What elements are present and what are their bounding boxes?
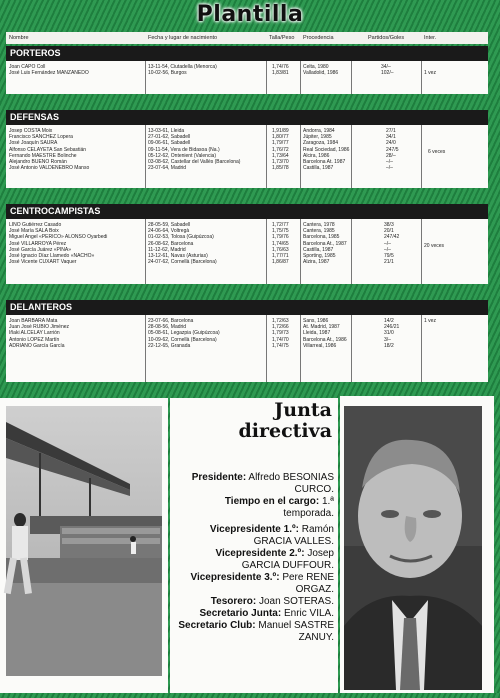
col-fecha: Fecha y lugar de nacimiento — [148, 35, 218, 41]
junta-vp3: Vicepresidente 3.º: Pere RENE ORGAZ. — [190, 572, 334, 595]
junta-title: Junta directiva — [238, 399, 332, 442]
junta-vp2: Vicepresidente 2.º: Josep GARCIA DUFFOUR. — [215, 548, 334, 571]
matches-col: 34/– 102/– — [381, 64, 394, 77]
inter-col: 1 vez — [424, 70, 436, 76]
section-rows — [6, 61, 488, 94]
matches-col: 38/3 20/1 247/42 –/– –/– 79/5 21/1 — [384, 222, 400, 266]
inter-col: 20 veces — [424, 243, 445, 249]
section-delanteros — [6, 300, 488, 382]
origin-col: Andorra, 1984 Júpiter, 1985 Zaragoza, 1984 Real Sociedad, 1986 Alcira, 1986 Barcelona At. 1987 Castilla, 1987 — [303, 128, 350, 172]
section-centrocampistas — [6, 204, 488, 284]
height-col: 1,72/77 1,75/75 1,79/76 1,74/65 1,76/63 1,77/71 1,86/87 — [272, 222, 289, 266]
column-header-row — [6, 32, 488, 44]
birth-col: 28-05-59, Sabadell 24-06-64, Voltregà 01-02-53, Tolosa (Guipúzcoa) 26-08-62, Barcelona 11-12-62, Madrid 13-12-61, Navas (Asturias) 24-07-62, Cornellà (Barcelona) — [148, 222, 217, 266]
height-col: 1,91/89 1,80/77 1,79/77 1,76/72 1,73/64 1,73/70 1,85/78 — [272, 128, 289, 172]
origin-col: Cantera, 1978 Cantera, 1985 Barcelona, 1985 Barcelona At., 1987 Castilla, 1987 Sporting, 1985 Alzira, 1987 — [303, 222, 347, 266]
section-header: PORTEROS — [6, 46, 488, 61]
page-title: Plantilla — [196, 2, 304, 27]
col-partidos: Partidos/Goles — [368, 35, 405, 41]
junta-list — [176, 472, 334, 644]
inter-col: 6 veces — [428, 149, 446, 155]
height-col: 1,74/76 1,83/81 — [272, 64, 289, 77]
origin-col: Celta, 1980 Valladolid, 1986 — [303, 64, 339, 77]
junta-tesorero: Tesorero: Joan SOTERAS. — [210, 596, 334, 607]
section-header: DELANTEROS — [6, 300, 488, 315]
names-col: LINO Gutiérrez Casado José María SALA Boix Miguel Angel «PERICO» ALONSO Oyarbedi José VILLARROYA Pérez José García Juárez «PINA» José Ignacio Díaz Llamedo «NACHO» José Vicente CUXART Vaquer — [9, 222, 108, 266]
col-talla: Talla/Peso — [269, 35, 295, 41]
section-header: CENTROCAMPISTAS — [6, 204, 488, 219]
height-col: 1,72/63 1,72/66 1,79/73 1,74/70 1,74/75 — [272, 318, 289, 349]
names-col: Joan BARBARA Mata Juan José RUBIO Jiménez Iñaki ALCELAY Larrión Antonio LOPEZ Martín ADRIANO García García — [9, 318, 70, 349]
junta-secretario-club: Secretario Club: Manuel SASTRE ZANUY. — [178, 620, 334, 643]
junta-presidente: Presidente: Alfredo BESONIAS CURCO. — [191, 472, 334, 495]
matches-col: 14/2 246/21 31/0 3/– 18/2 — [384, 318, 400, 349]
portrait-illustration — [340, 396, 494, 693]
section-header: DEFENSAS — [6, 110, 488, 125]
junta-vp1: Vicepresidente 1.º: Ramón GRACIA VALLES. — [209, 524, 334, 547]
col-nombre: Nombre — [9, 35, 29, 41]
stadium-illustration — [0, 398, 168, 693]
junta-secretario-junta: Secretario Junta: Enric VILA. — [199, 608, 334, 619]
inter-col: 1 vez — [424, 318, 436, 324]
names-col: Joan CAPO Coll José Luis Fernández MANZANEDO — [9, 64, 89, 77]
birth-col: 23-07-66, Barcelona 28-08-56, Madrid 05-08-61, Legazpia (Guipúzcoa) 10-09-62, Cornellà (Barcelona) 22-12-65, Granada — [148, 318, 220, 349]
section-porteros — [6, 46, 488, 94]
col-procedencia: Procedencia — [303, 35, 334, 41]
section-rows — [6, 315, 488, 382]
birth-col: 13-11-54, Ciutadella (Menorca) 10-02-56, Burgos — [148, 64, 217, 77]
section-rows — [6, 125, 488, 188]
junta-tiempo: Tiempo en el cargo: 1.ª temporada. — [224, 496, 334, 519]
matches-col: 27/1 34/1 24/0 247/5 28/– –/– –/– — [386, 128, 399, 172]
origin-col: Sans, 1986 At. Madrid, 1987 Lleida, 1987 Barcelona At., 1986 Villarreal, 1986 — [303, 318, 347, 349]
birth-col: 13-03-61, Lleida 27-01-62, Sabadell 09-06-61, Sabadell 09-11-54, Vera de Bidasoa (Na.) 05-12-62, Ontenient (Valencia) 03-08-62, Castellar del Vallès (Barcelona) 23-07-64, Madrid — [148, 128, 241, 172]
president-portrait — [340, 396, 494, 693]
col-inter: Inter. — [424, 35, 437, 41]
section-defensas — [6, 110, 488, 188]
section-rows — [6, 219, 488, 284]
names-col: Josep COSTA Moix Francisco SANCHEZ Lopera José Joaquín SAURA Alfonso CELAYETA San Sebastián Fernando MAESTRE Bolinche Alejandro BUENO Román José Antonio VALDENEBRO Manso — [9, 128, 90, 172]
stadium-photo — [0, 398, 168, 693]
